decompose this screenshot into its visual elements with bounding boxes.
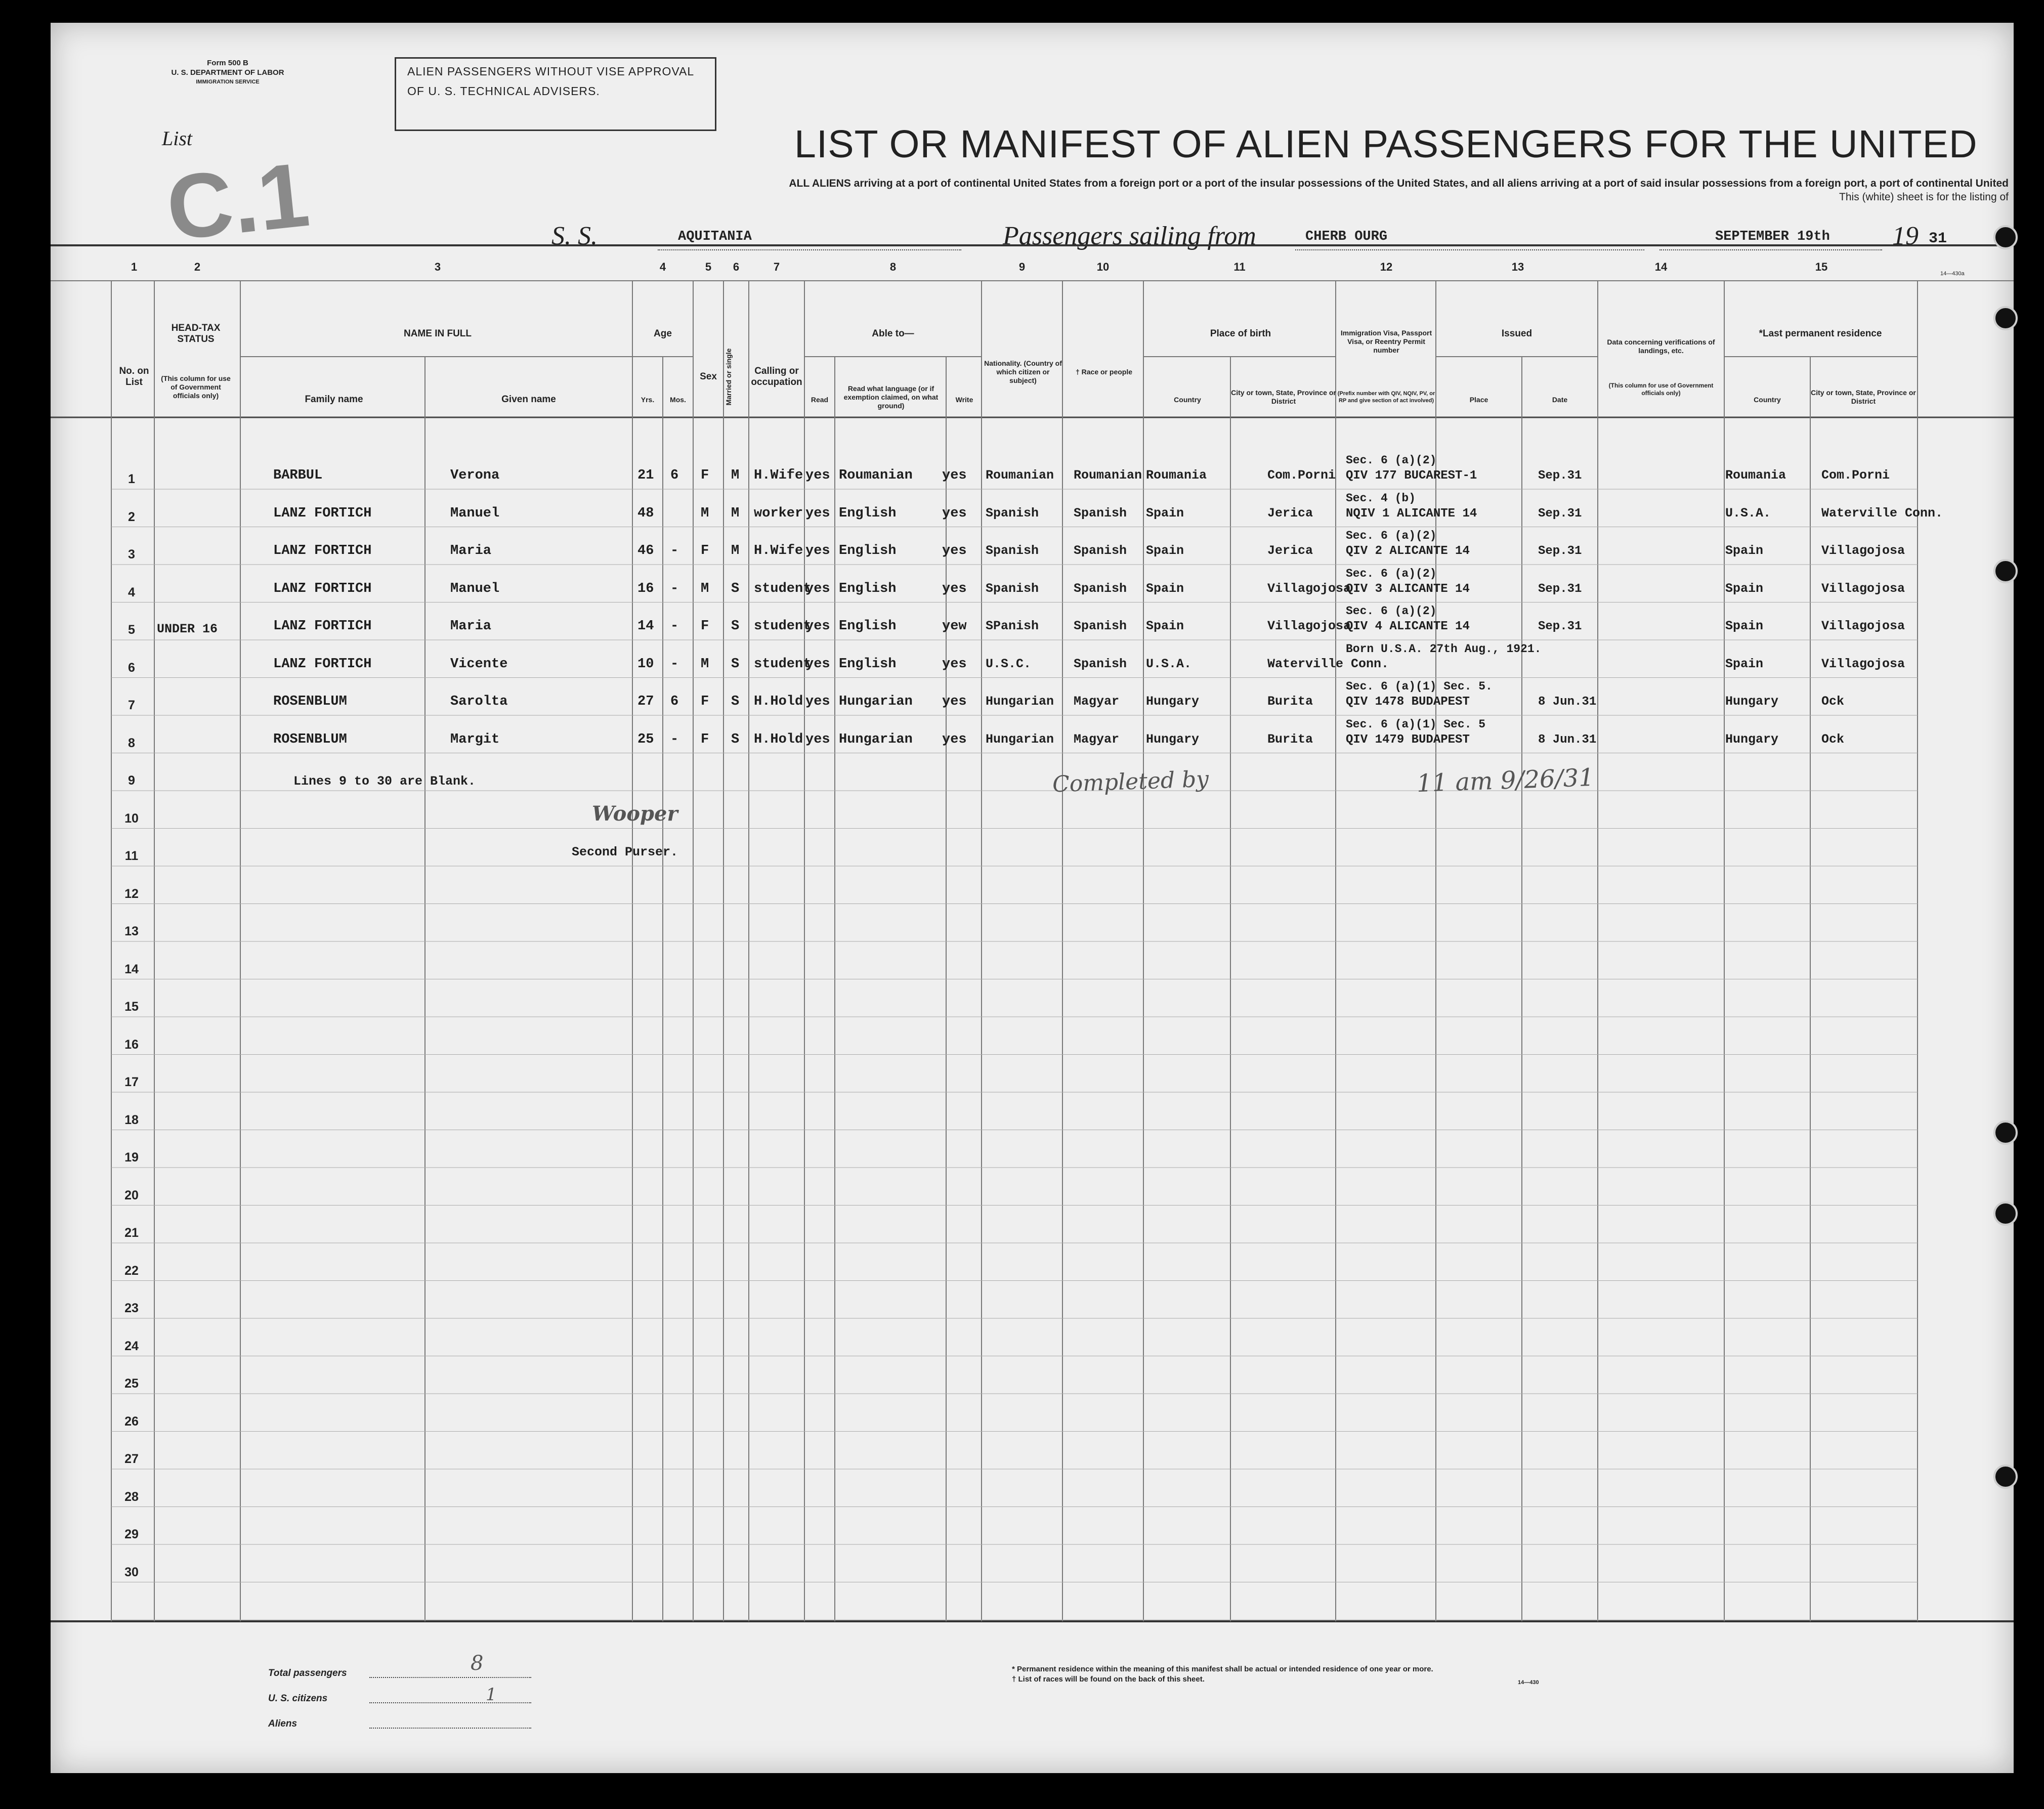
column-number: 8 <box>889 261 897 273</box>
punch-hole <box>1993 1465 2018 1489</box>
cell-visa-number: QIV 177 BUCAREST-1 <box>1346 469 1477 483</box>
port-name: CHERB OURG <box>1305 229 1388 244</box>
footnote-residence: * Permanent residence within the meaning of this manifest shall be actual or intended residence of one year or more. <box>1012 1665 1433 1673</box>
column-number: 1 <box>131 261 138 273</box>
cell-race: Magyar <box>1074 731 1120 747</box>
header-family-name: Family name <box>305 394 363 405</box>
cell-given: Maria <box>450 619 492 634</box>
column-number: 2 <box>194 261 201 273</box>
cell-yrs: 14 <box>637 619 654 634</box>
cell-head-tax: UNDER 16 <box>157 622 218 636</box>
sailing-date: SEPTEMBER 19th <box>1715 229 1830 244</box>
cell-married: S <box>731 619 740 634</box>
column-number: 6 <box>733 261 740 273</box>
line-number: 21 <box>124 1226 139 1240</box>
cell-given: Margit <box>450 731 500 747</box>
cell-write: yes <box>942 581 967 596</box>
header-visa-note: (Prefix number with QIV, NQIV, PV, or RP and give section of act involved) <box>1337 391 1435 404</box>
punch-hole <box>1993 1201 2018 1226</box>
cell-sex: M <box>701 505 709 521</box>
cell-nationality: Spanish <box>986 505 1039 521</box>
cell-birth-country: Hungary <box>1146 731 1200 747</box>
cell-mos: - <box>670 581 679 596</box>
cell-visa-section: Sec. 6 (a)(2) <box>1346 567 1437 580</box>
cell-calling: student <box>754 656 812 672</box>
cell-yrs: 25 <box>637 731 654 747</box>
cell-race: Spanish <box>1074 581 1127 596</box>
cell-res-city: Ock <box>1821 694 1845 709</box>
header-verifications-note: (This column for use of Government officials only) <box>1608 382 1714 397</box>
cell-family: BARBUL <box>273 468 323 483</box>
header-issued-date: Date <box>1552 395 1568 404</box>
cell-no: 6 <box>128 660 135 675</box>
cell-no: 5 <box>128 623 135 637</box>
cell-birth-city: Jerica <box>1267 543 1313 558</box>
cell-given: Verona <box>450 468 500 483</box>
header-read: Read <box>811 395 829 404</box>
cell-issued-date: 8 Jun.31 <box>1538 733 1597 747</box>
cell-visa-section: Sec. 6 (a)(1) Sec. 5 <box>1346 717 1486 731</box>
cell-family: LANZ FORTICH <box>273 543 372 558</box>
cell-married: S <box>731 656 740 672</box>
aliens-line <box>369 1728 531 1729</box>
cell-birth-country: Roumania <box>1146 468 1207 483</box>
cell-birth-country: Hungary <box>1146 694 1200 709</box>
line-number: 10 <box>124 811 139 826</box>
cell-issued-date: Sep.31 <box>1538 544 1582 558</box>
header-race: † Race or people <box>1075 367 1133 376</box>
header-birth-city: City or town, State, Province or District <box>1231 389 1336 405</box>
cell-calling: H.Wife <box>754 468 803 483</box>
cell-sex: M <box>701 581 709 596</box>
service-name: IMMIGRATION SERVICE <box>196 79 260 85</box>
cell-birth-city: Villagojosa <box>1267 619 1351 633</box>
line-number: 17 <box>124 1075 139 1089</box>
cell-nationality: SPanish <box>986 619 1039 633</box>
cell-visa-number: QIV 2 ALICANTE 14 <box>1346 544 1470 558</box>
cell-birth-country: Spain <box>1146 619 1184 633</box>
punch-hole <box>1993 1121 2018 1145</box>
cell-given: Sarolta <box>450 694 508 709</box>
cell-res-country: Spain <box>1725 656 1764 671</box>
column-number: 14 <box>1654 261 1668 273</box>
cell-yrs: 21 <box>637 468 654 483</box>
ss-label: S. S. <box>551 222 598 250</box>
cell-birth-city: Com.Porni <box>1267 468 1336 483</box>
cell-race: Spanish <box>1074 543 1127 558</box>
punch-hole <box>1993 559 2018 583</box>
line-number: 26 <box>124 1414 139 1429</box>
cell-language: English <box>839 543 897 558</box>
header-sex: Sex <box>700 371 717 382</box>
cell-calling: worker <box>754 505 803 521</box>
line-number: 19 <box>124 1150 139 1165</box>
cell-birth-city: Burita <box>1267 731 1313 747</box>
cell-nationality: Roumanian <box>986 468 1054 483</box>
punch-hole <box>1993 225 2018 249</box>
cell-birth-country: Spain <box>1146 581 1184 596</box>
header-res-country: Country <box>1754 395 1781 404</box>
line-number: 16 <box>124 1037 139 1052</box>
cell-language: Hungarian <box>839 731 913 747</box>
cell-married: M <box>731 505 740 521</box>
line-number: 22 <box>124 1263 139 1278</box>
line-number: 14 <box>124 962 139 976</box>
cell-visa-section: Sec. 6 (a)(2) <box>1346 605 1437 618</box>
header-calling: Calling or occupation <box>751 366 802 387</box>
cell-given: Manuel <box>450 505 500 521</box>
column-number: 13 <box>1511 261 1524 273</box>
cell-issued-date: Sep.31 <box>1538 620 1582 633</box>
cell-yrs: 48 <box>637 505 654 521</box>
cell-race: Magyar <box>1074 694 1120 709</box>
cell-sex: F <box>701 694 709 709</box>
cell-language: Hungarian <box>839 694 913 709</box>
cell-write: yes <box>942 694 967 709</box>
cell-res-city: Villagojosa <box>1821 656 1905 671</box>
header-place-of-birth: Place of birth <box>1210 328 1271 339</box>
cell-yrs: 16 <box>637 581 654 596</box>
cell-married: S <box>731 581 740 596</box>
cell-language: English <box>839 581 897 596</box>
header-read-language: Read what language (or if exemption claimed, on what ground) <box>843 384 939 410</box>
header-married: Married or single <box>724 348 733 406</box>
cell-read: yes <box>805 731 830 747</box>
cell-no: 4 <box>128 585 135 599</box>
cell-birth-city: Jerica <box>1267 505 1313 521</box>
cell-visa-number: QIV 1479 BUDAPEST <box>1346 733 1470 747</box>
cell-res-country: Spain <box>1725 619 1764 633</box>
us-citizens-value: 1 <box>486 1685 497 1705</box>
header-able-to: Able to— <box>872 328 914 339</box>
cell-visa-number: QIV 1478 BUDAPEST <box>1346 695 1470 709</box>
cell-birth-country: Spain <box>1146 543 1184 558</box>
cell-issued-date: Sep.31 <box>1538 582 1582 596</box>
cell-res-country: Roumania <box>1725 468 1786 483</box>
cell-visa-section: Sec. 6 (a)(2) <box>1346 529 1437 542</box>
sailing-label: Passengers sailing from <box>1003 222 1256 250</box>
cell-read: yes <box>805 581 830 596</box>
line-number: 25 <box>124 1376 139 1391</box>
cell-read: yes <box>805 468 830 483</box>
cell-nationality: Hungarian <box>986 731 1054 747</box>
header-last-residence: *Last permanent residence <box>1759 328 1882 339</box>
cell-given: Manuel <box>450 581 500 596</box>
stamp-line-2: OF U. S. TECHNICAL ADVISERS. <box>407 84 600 98</box>
cell-no: 3 <box>128 547 135 562</box>
cell-language: English <box>839 619 897 634</box>
line-number: 11 <box>124 849 139 863</box>
cell-mos: - <box>670 619 679 634</box>
stamp-line-1: ALIEN PASSENGERS WITHOUT VISE APPROVAL <box>407 65 695 78</box>
line-number: 30 <box>124 1565 139 1579</box>
column-number: 11 <box>1233 261 1246 273</box>
completed-note: Completed by <box>1052 766 1209 798</box>
cell-mos: - <box>670 656 679 672</box>
cell-issued-date: Sep.31 <box>1538 469 1582 483</box>
cell-language: Roumanian <box>839 468 913 483</box>
cell-no: 8 <box>128 736 135 750</box>
cell-sex: F <box>701 619 709 634</box>
cell-no: 1 <box>128 472 135 486</box>
cell-language: English <box>839 505 897 521</box>
cell-given: Vicente <box>450 656 508 672</box>
cell-res-city: Ock <box>1821 731 1845 747</box>
cell-race: Spanish <box>1074 619 1127 633</box>
column-number: 3 <box>434 261 441 273</box>
cell-visa-section: Sec. 6 (a)(2) <box>1346 454 1437 467</box>
cell-race: Spanish <box>1074 656 1127 671</box>
cell-res-country: Hungary <box>1725 731 1779 747</box>
cell-family: ROSENBLUM <box>273 694 347 709</box>
list-stamp: C.1 <box>162 143 314 260</box>
cell-mos: 6 <box>670 468 679 483</box>
form-number: Form 500 B <box>207 59 248 67</box>
line-number: 13 <box>124 924 139 938</box>
manifest-sheet <box>51 23 2014 1773</box>
us-citizens-label: U. S. citizens <box>268 1693 328 1704</box>
cell-calling: student <box>754 581 812 596</box>
cell-res-city: Villagojosa <box>1821 619 1905 633</box>
cell-sex: M <box>701 656 709 672</box>
table-grid <box>51 23 2014 1773</box>
cell-sex: F <box>701 543 709 558</box>
cell-no: 7 <box>128 698 135 712</box>
citizens-line <box>369 1702 531 1703</box>
cell-write: yes <box>942 656 967 672</box>
purser-title: Second Purser. <box>572 845 678 859</box>
cell-sex: F <box>701 731 709 747</box>
cell-calling: H.Hold <box>754 731 803 747</box>
header-no-on-list: No. on List <box>119 366 149 387</box>
form-code-bottom: 14—430 <box>1518 1679 1539 1686</box>
line-number: 24 <box>124 1339 139 1353</box>
page-title: LIST OR MANIFEST OF ALIEN PASSENGERS FOR THE UNITED <box>794 122 1978 166</box>
cell-married: S <box>731 694 740 709</box>
header-visa: Immigration Visa, Passport Visa, or Reentry Permit number <box>1340 328 1432 354</box>
cell-read: yes <box>805 694 830 709</box>
line-number: 28 <box>124 1489 139 1504</box>
header-age: Age <box>654 328 672 339</box>
total-passengers-value: 8 <box>471 1652 484 1675</box>
cell-write: yes <box>942 468 967 483</box>
completed-time: 11 am 9/26/31 <box>1416 763 1595 798</box>
line-number: 20 <box>124 1188 139 1202</box>
cell-res-country: Spain <box>1725 543 1764 558</box>
cell-birth-city: Waterville Conn. <box>1267 656 1389 671</box>
line-number: 9 <box>128 773 135 788</box>
cell-language: English <box>839 656 897 672</box>
line-number: 27 <box>124 1452 139 1466</box>
column-number: 15 <box>1815 261 1828 273</box>
cell-res-city: Villagojosa <box>1821 543 1905 558</box>
line-number: 29 <box>124 1527 139 1541</box>
subtitle-line-1: ALL ALIENS arriving at a port of continental United States from a foreign port or a port of the insular possessions of the United States, and all aliens arriving at a port of said insular possessions from a foreign port, a port of continental United <box>789 178 2009 189</box>
ship-name: AQUITANIA <box>678 229 752 244</box>
line-number: 23 <box>124 1301 139 1315</box>
cell-yrs: 46 <box>637 543 654 558</box>
cell-read: yes <box>805 505 830 521</box>
cell-married: M <box>731 543 740 558</box>
cell-mos: - <box>670 543 679 558</box>
column-number: 12 <box>1380 261 1393 273</box>
cell-calling: student <box>754 619 812 634</box>
cell-calling: H.Hold <box>754 694 803 709</box>
department-name: U. S. DEPARTMENT OF LABOR <box>171 68 284 77</box>
cell-res-city: Com.Porni <box>1821 468 1890 483</box>
cell-sex: F <box>701 468 709 483</box>
list-label: List <box>162 127 193 150</box>
cell-family: LANZ FORTICH <box>273 619 372 634</box>
header-head-tax-note: (This column for use of Government officials only) <box>161 374 231 400</box>
cell-res-country: U.S.A. <box>1725 505 1771 521</box>
cell-visa-section: Sec. 4 (b) <box>1346 491 1416 505</box>
line-number: 18 <box>124 1112 139 1127</box>
column-number: 4 <box>659 261 666 273</box>
header-head-tax: HEAD-TAX STATUS <box>171 323 221 344</box>
cell-read: yes <box>805 543 830 558</box>
cell-nationality: U.S.C. <box>986 656 1032 671</box>
cell-issued-date: 8 Jun.31 <box>1538 695 1597 709</box>
line-number: 15 <box>124 1000 139 1014</box>
subtitle-line-2: This (white) sheet is for the listing of <box>1839 191 2009 203</box>
column-number: 9 <box>1018 261 1026 273</box>
header-name-in-full: NAME IN FULL <box>403 328 472 339</box>
cell-issued-date: Sep.31 <box>1538 506 1582 521</box>
cell-birth-country: U.S.A. <box>1146 656 1192 671</box>
cell-visa-section: Born U.S.A. 27th Aug., 1921. <box>1346 642 1542 656</box>
cell-res-country: Spain <box>1725 581 1764 596</box>
cell-yrs: 10 <box>637 656 654 672</box>
cell-write: yes <box>942 543 967 558</box>
total-passengers-label: Total passengers <box>268 1668 347 1678</box>
cell-mos: 6 <box>670 694 679 709</box>
cell-res-country: Hungary <box>1725 694 1779 709</box>
header-nationality: Nationality. (Country of which citizen or subject) <box>984 359 1062 384</box>
cell-given: Maria <box>450 543 492 558</box>
blank-lines-note: Lines 9 to 30 are Blank. <box>293 774 476 789</box>
header-given-name: Given name <box>501 394 556 405</box>
header-verifications: Data concerning verifications of landings, etc. <box>1607 338 1715 355</box>
form-code-top: 14—430a <box>1940 271 1965 277</box>
cell-married: M <box>731 468 740 483</box>
cell-visa-section: Sec. 6 (a)(1) Sec. 5. <box>1346 680 1493 693</box>
total-line <box>369 1677 531 1678</box>
cell-birth-city: Villagojosa <box>1267 581 1351 596</box>
cell-married: S <box>731 731 740 747</box>
cell-nationality: Spanish <box>986 581 1039 596</box>
column-number: 10 <box>1096 261 1110 273</box>
cell-nationality: Spanish <box>986 543 1039 558</box>
header-yrs: Yrs. <box>641 395 655 404</box>
cell-write: yew <box>942 619 967 634</box>
punch-hole <box>1993 306 2018 330</box>
header-issued: Issued <box>1501 328 1532 339</box>
column-number: 5 <box>705 261 712 273</box>
cell-visa-number: QIV 4 ALICANTE 14 <box>1346 620 1470 633</box>
cell-read: yes <box>805 656 830 672</box>
aliens-label: Aliens <box>268 1718 297 1729</box>
cell-mos: - <box>670 731 679 747</box>
cell-race: Roumanian <box>1074 468 1142 483</box>
column-number: 7 <box>773 261 780 273</box>
cell-res-city: Waterville Conn. <box>1821 505 1943 521</box>
cell-family: LANZ FORTICH <box>273 581 372 596</box>
cell-write: yes <box>942 731 967 747</box>
cell-family: LANZ FORTICH <box>273 505 372 521</box>
year-prefix: 19 <box>1892 222 1919 250</box>
cell-family: LANZ FORTICH <box>273 656 372 672</box>
line-number: 12 <box>124 886 139 901</box>
purser-signature: Wooper <box>592 802 678 826</box>
cell-race: Spanish <box>1074 505 1127 521</box>
header-write: Write <box>955 395 973 404</box>
header-res-city: City or town, State, Province or District <box>1811 389 1916 405</box>
cell-nationality: Hungarian <box>986 694 1054 709</box>
cell-no: 2 <box>128 509 135 524</box>
cell-read: yes <box>805 619 830 634</box>
cell-calling: H.Wife <box>754 543 803 558</box>
cell-visa-number: QIV 3 ALICANTE 14 <box>1346 582 1470 596</box>
cell-yrs: 27 <box>637 694 654 709</box>
cell-write: yes <box>942 505 967 521</box>
header-birth-country: Country <box>1174 395 1201 404</box>
cell-visa-number: NQIV 1 ALICANTE 14 <box>1346 506 1477 521</box>
cell-family: ROSENBLUM <box>273 731 347 747</box>
cell-birth-city: Burita <box>1267 694 1313 709</box>
footnote-races: † List of races will be found on the back of this sheet. <box>1012 1675 1205 1684</box>
header-issued-place: Place <box>1469 395 1488 404</box>
header-mos: Mos. <box>670 395 686 404</box>
cell-birth-country: Spain <box>1146 505 1184 521</box>
cell-res-city: Villagojosa <box>1821 581 1905 596</box>
year-suffix: 31 <box>1929 230 1947 247</box>
